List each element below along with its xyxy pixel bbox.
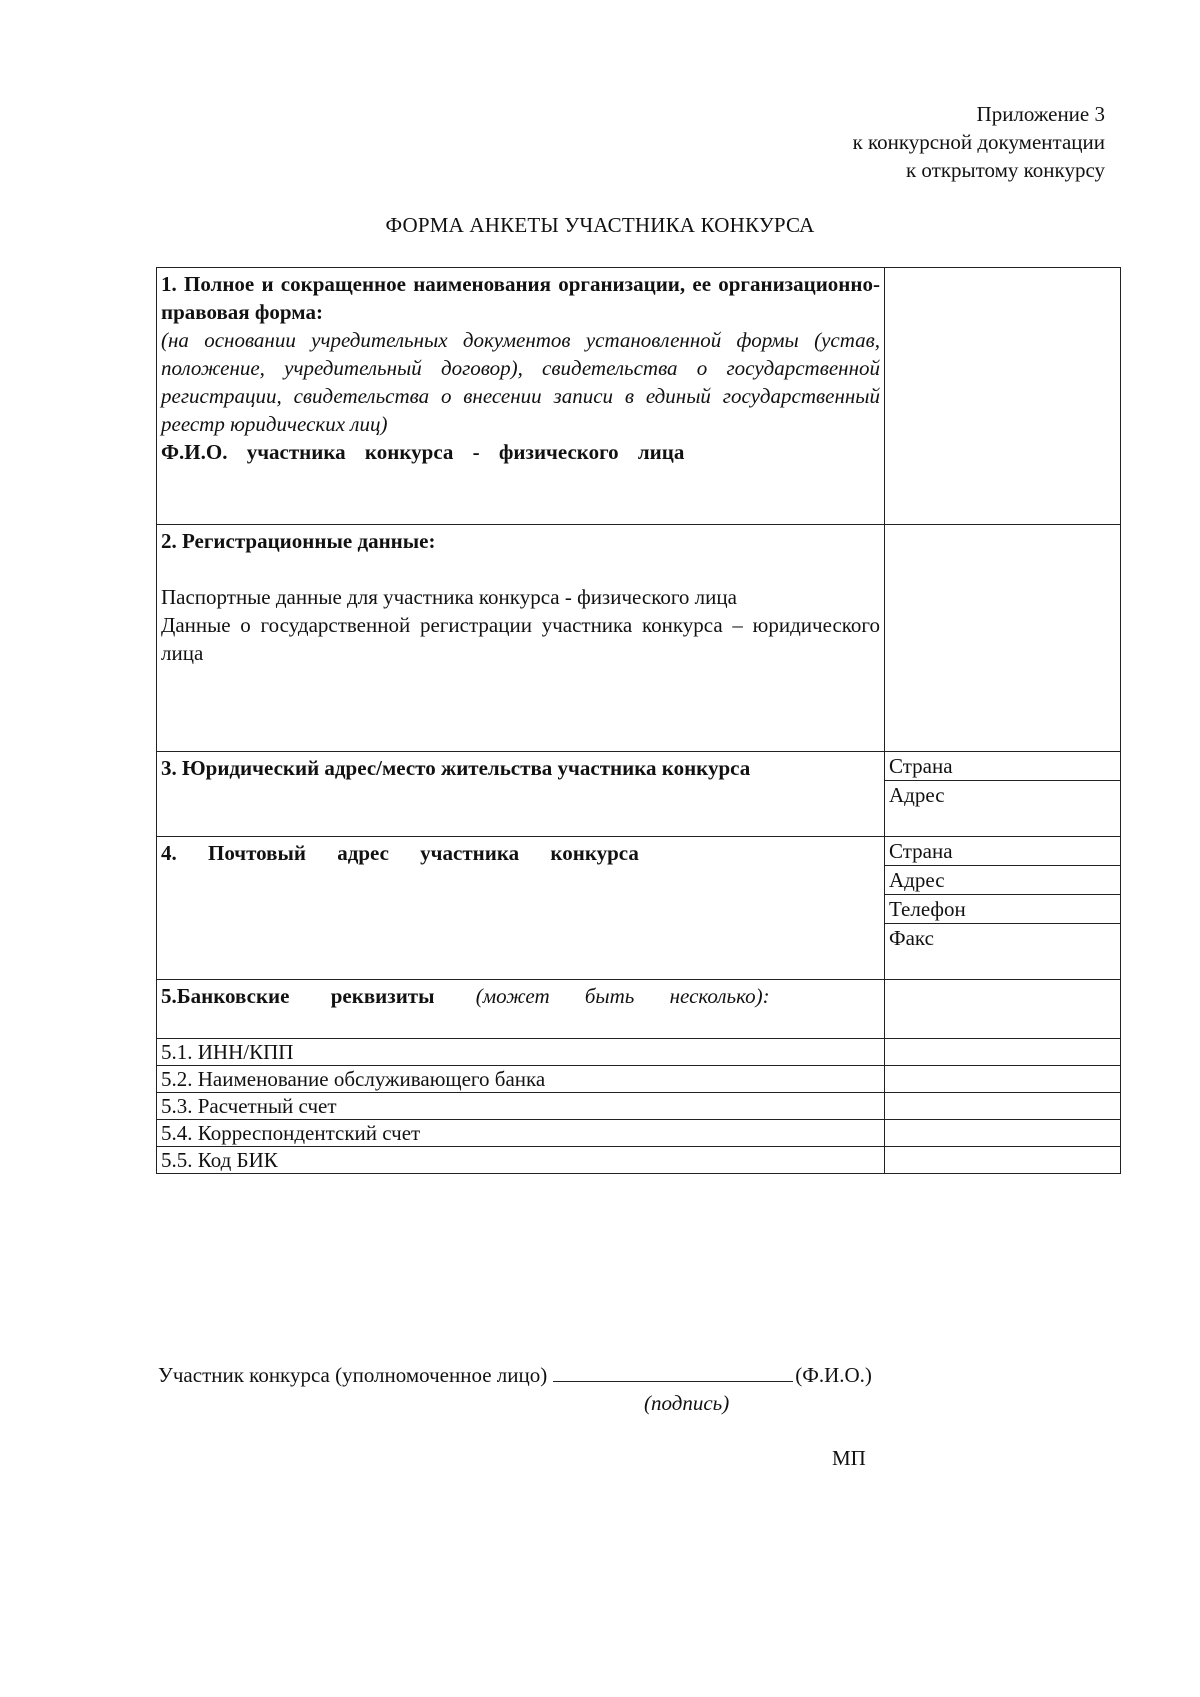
participant-form-table [156, 267, 1121, 1174]
bank-row [157, 1066, 1121, 1093]
section1-value-cell[interactable] [885, 268, 1121, 525]
section5-label-cell [157, 980, 885, 1039]
bank-row-value[interactable] [885, 1120, 1121, 1147]
section4-label-cell [157, 837, 885, 980]
section2-row [157, 525, 1121, 752]
bank-row [157, 1120, 1121, 1147]
section4-country-field[interactable]: Страна [885, 837, 1120, 866]
signature-caption: (подпись) [644, 1391, 730, 1415]
bank-row-value[interactable] [885, 1093, 1121, 1120]
appendix-ref-line2: к открытому конкурсу [905, 158, 1105, 182]
section4-heading: 4. Почтовый адрес участника конкурса [161, 841, 639, 865]
section2-registration-line: Данные о государственной регистрации участника конкурса – юридического лица [161, 613, 880, 665]
bank-row-label: 5.2. Наименование обслуживающего банка [157, 1066, 885, 1093]
section1-note: (на основании учредительных документов установленной формы (устав, положение, учредительный договор), свидетельства о государственной регистрации, свидетельства о внесении записи в единый государственный реестр юридических лиц) [161, 328, 880, 436]
section1-row [157, 268, 1121, 525]
bank-row [157, 1039, 1121, 1066]
section3-label-cell [157, 752, 885, 837]
bank-row-value[interactable] [885, 1039, 1121, 1066]
section3-country-field[interactable]: Страна [885, 752, 1120, 781]
section5-note: (может быть несколько): [475, 984, 770, 1008]
section4-row [157, 837, 1121, 980]
section5-heading: 5.Банковские реквизиты [161, 984, 435, 1008]
bank-row-label: 5.5. Код БИК [157, 1147, 885, 1174]
stamp-placeholder: МП [832, 1446, 866, 1470]
bank-row-label: 5.3. Расчетный счет [157, 1093, 885, 1120]
section3-address-field[interactable]: Адрес [889, 783, 945, 807]
section5-value-cell[interactable] [885, 980, 1121, 1039]
section2-label-cell [157, 525, 885, 752]
section1-label-cell [157, 268, 885, 525]
section4-fax-field[interactable]: Факс [889, 926, 934, 950]
section1-heading: 1. Полное и сокращенное наименования организации, ее организационно-правовая форма: [161, 272, 880, 324]
section1-fio: Ф.И.О. участника конкурса - физического лица [161, 440, 685, 464]
signature-label: Участник конкурса (уполномоченное лицо) [158, 1363, 548, 1387]
section3-row [157, 752, 1121, 837]
section2-heading: 2. Регистрационные данные: [161, 529, 436, 553]
section2-value-cell[interactable] [885, 525, 1121, 752]
section4-fields-cell [885, 837, 1121, 980]
bank-row-label: 5.1. ИНН/КПП [157, 1039, 885, 1066]
section5-row [157, 980, 1121, 1039]
appendix-ref-line1: к конкурсной документации [852, 130, 1105, 154]
appendix-header [853, 100, 1105, 184]
bank-row-label: 5.4. Корреспондентский счет [157, 1120, 885, 1147]
signature-blank[interactable] [553, 1361, 793, 1382]
signature-fio: (Ф.И.О.) [795, 1363, 872, 1387]
appendix-number: Приложение 3 [976, 102, 1105, 126]
section4-address-field[interactable]: Адрес [885, 866, 1120, 895]
document-title: ФОРМА АНКЕТЫ УЧАСТНИКА КОНКУРСА [385, 213, 815, 237]
bank-row-value[interactable] [885, 1147, 1121, 1174]
bank-row [157, 1147, 1121, 1174]
section3-fields-cell [885, 752, 1121, 837]
section4-phone-field[interactable]: Телефон [885, 895, 1120, 924]
section2-passport-line: Паспортные данные для участника конкурса - физического лица [161, 585, 737, 609]
section3-heading: 3. Юридический адрес/место жительства участника конкурса [161, 756, 751, 780]
bank-row-value[interactable] [885, 1066, 1121, 1093]
signature-line [158, 1361, 872, 1389]
bank-row [157, 1093, 1121, 1120]
